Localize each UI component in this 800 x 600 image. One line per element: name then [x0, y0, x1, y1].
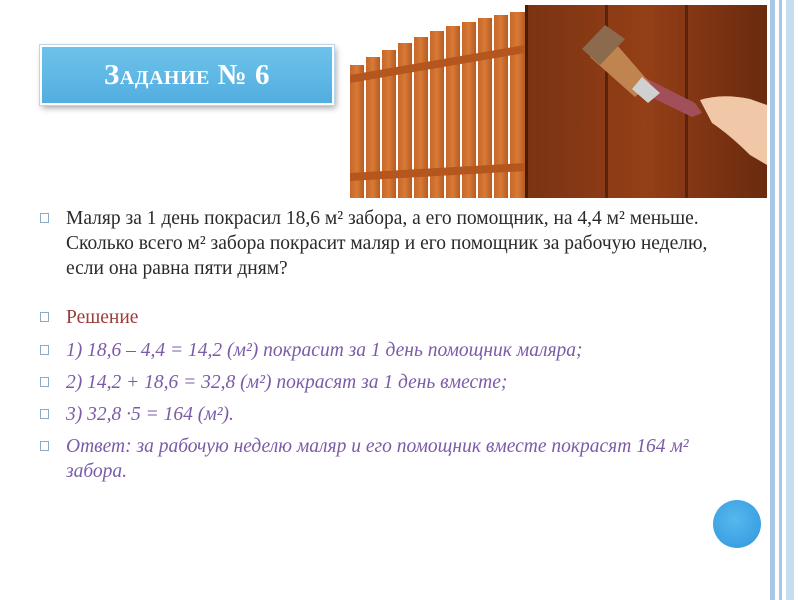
paintbrush-on-fence-icon [350, 5, 767, 198]
bullet-icon [40, 377, 49, 387]
step-item [40, 370, 720, 395]
right-edge-decoration [766, 0, 800, 600]
edge-line [779, 0, 782, 600]
bullet-icon [40, 441, 49, 451]
edge-line [786, 0, 794, 600]
fence-photo [350, 5, 767, 198]
bullet-icon [40, 409, 49, 419]
answer-text: Ответ: за рабочую неделю маляр и его помощник вместе покрасят 164 м² забора. [66, 436, 689, 482]
edge-line [770, 0, 775, 600]
bullet-icon [40, 213, 49, 223]
step-text: 1) 18,6 – 4,4 = 14,2 (м²) покрасит за 1 день помощник маляра; [66, 340, 583, 361]
step-text: 3) 32,8 ·5 = 164 (м²). [66, 404, 234, 425]
solution-label: Решение [66, 307, 139, 328]
bullet-icon [40, 345, 49, 355]
solution-label-item [40, 305, 720, 330]
step-item [40, 402, 720, 427]
decorative-circle-icon [713, 500, 761, 548]
step-text: 2) 14,2 + 18,6 = 32,8 (м²) покрасят за 1 день вместе; [66, 372, 508, 393]
task-item [40, 206, 720, 281]
step-item [40, 338, 720, 363]
bullet-icon [40, 312, 49, 322]
title-box [40, 45, 334, 105]
slide-title: Задание № 6 [103, 58, 271, 91]
content [40, 206, 720, 491]
answer-item [40, 434, 720, 484]
task-text: Маляр за 1 день покрасил 18,6 м² забора, а его помощник, на 4,4 м² меньше. Сколько всего м² забора покрасит маляр и его помощник за рабочую неделю, если она равна пяти дням? [66, 208, 708, 279]
